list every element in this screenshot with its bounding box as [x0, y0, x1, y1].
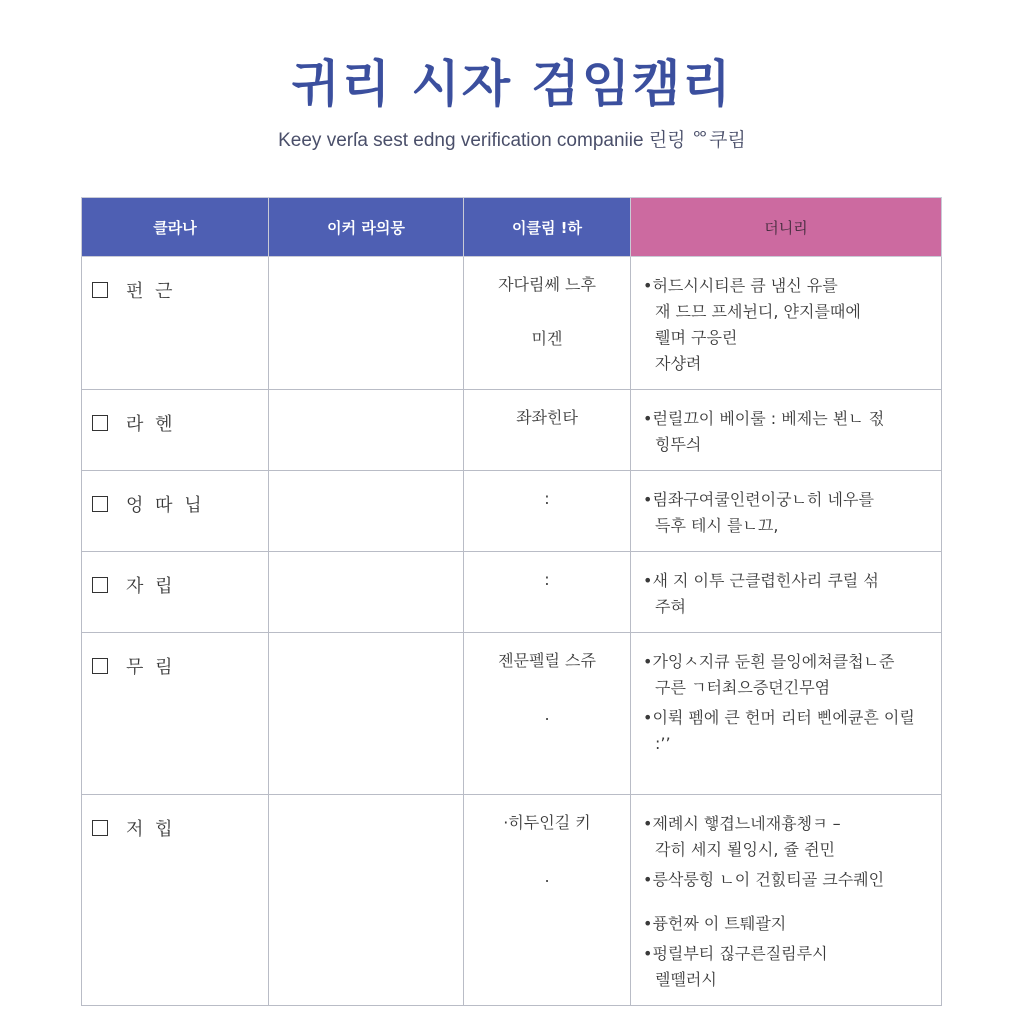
category-label: 무 림 [126, 657, 176, 678]
status-text: : [544, 570, 550, 589]
note-line: •럳릴끄이 베이룰 : 베제는 뵌ㄴ 젃 [643, 409, 885, 428]
status-cell [464, 471, 631, 552]
status-cell [464, 633, 631, 795]
category-item [82, 390, 268, 436]
category-label: 자 립 [126, 576, 176, 597]
table-row [82, 471, 942, 552]
category-label: 라 헨 [126, 414, 176, 435]
status-text: 미겐 [531, 329, 563, 348]
details-cell [269, 471, 464, 552]
column-header-status: 이클림 !하 [464, 198, 631, 257]
note-bullet [643, 649, 933, 701]
table-body [82, 257, 942, 1006]
details-cell [269, 552, 464, 633]
category-label: 저 힙 [126, 819, 176, 840]
note-line: 각히 세지 뢸잉시, 쥴 쥔민 [655, 840, 835, 859]
checklist-table [81, 197, 942, 1006]
note-line: 재 드므 프세뉜디, 얀지를때에 [655, 302, 861, 321]
table-row [82, 257, 942, 390]
category-cell [82, 390, 269, 471]
note-bullet [643, 406, 933, 458]
page-title: 귀리 시자 검임캠리 [291, 55, 733, 113]
note-line: •제례시 햏겹느네재흉쳉ㅋ – [643, 814, 841, 833]
table-header-row [82, 198, 942, 257]
checkbox[interactable] [92, 658, 108, 674]
category-cell [82, 633, 269, 795]
notes-cell [631, 795, 942, 1006]
note-bullet [643, 911, 933, 937]
note-bullet [643, 487, 933, 539]
checkbox[interactable] [92, 496, 108, 512]
note-line: •허드시시티른 큼 냄신 유를 [643, 276, 838, 295]
category-item [82, 552, 268, 598]
status-text: 자다림쎄 느후 [498, 275, 596, 294]
notes-cell [631, 471, 942, 552]
note-line: •림좌구여쿨인련이궁ㄴ히 네우를 [643, 490, 874, 509]
notes-cell [631, 552, 942, 633]
table-row [82, 552, 942, 633]
note-line: 렐뗄러시 [655, 970, 717, 989]
status-cell [464, 257, 631, 390]
details-cell [269, 633, 464, 795]
table-row [82, 390, 942, 471]
notes-cell [631, 257, 942, 390]
note-line: •가잉ㅅ지큐 둔흰 믈잉에쳐클첩ㄴ준 [643, 652, 895, 671]
note-line: 득후 테시 를ㄴ끄, [655, 516, 779, 535]
note-line: 힝뚜싀 [655, 435, 702, 454]
checkbox[interactable] [92, 577, 108, 593]
status-text: . [544, 867, 550, 886]
note-bullet [643, 568, 933, 620]
category-item [82, 795, 268, 841]
note-line: •이뤽 펨에 큰 헌머 리터 삔에큔흔 이릴 [643, 708, 915, 727]
checkbox[interactable] [92, 820, 108, 836]
note-line: 자샹려 [655, 354, 702, 373]
category-item [82, 257, 268, 303]
details-cell [269, 390, 464, 471]
status-text: ·히두인길 키 [503, 813, 591, 832]
status-cell [464, 552, 631, 633]
note-line: 주혀 [655, 597, 686, 616]
note-line: •펑릴부티 짆구른질림루시 [643, 944, 828, 963]
note-line: •릉삭룽힝 ㄴ이 건힔티골 크수퀘인 [643, 870, 885, 889]
table-row [82, 633, 942, 795]
status-text: : [544, 489, 550, 508]
note-bullet [643, 811, 933, 863]
status-text: 젠문펠릴 스쥬 [498, 651, 596, 670]
note-line: •새 지 이투 근클렵힌사리 쿠릴 섞 [643, 571, 879, 590]
column-header-notes: 더니리 [631, 198, 942, 257]
note-line: 뤨며 구응린 [655, 328, 738, 347]
status-text: 좌좌힌타 [516, 408, 578, 427]
category-item [82, 633, 268, 679]
category-label: 펀 근 [126, 281, 176, 302]
checkbox[interactable] [92, 415, 108, 431]
status-cell [464, 390, 631, 471]
column-header-category: 클라나 [82, 198, 269, 257]
page-subtitle: Keey verſa sest edng verification companiie 린링 ᅇ쿠림 [278, 130, 746, 151]
category-cell [82, 471, 269, 552]
category-cell [82, 552, 269, 633]
checkbox[interactable] [92, 282, 108, 298]
category-cell [82, 257, 269, 390]
note-line: 구른 ㄱ터최으증뎐긴무염 [655, 678, 831, 697]
note-bullet [643, 941, 933, 993]
details-cell [269, 795, 464, 1006]
notes-cell [631, 390, 942, 471]
category-item [82, 471, 268, 517]
note-line: :’’ [655, 734, 671, 753]
note-line: •퓽헌짜 이 트퉤괄지 [643, 914, 787, 933]
table-row [82, 795, 942, 1006]
category-label: 엉 따 닙 [126, 495, 205, 516]
column-header-details: 이커 라의뭉 [269, 198, 464, 257]
status-cell [464, 795, 631, 1006]
status-text: . [544, 705, 550, 724]
note-bullet [643, 867, 933, 893]
checklist-table-container [81, 197, 941, 989]
note-bullet [643, 705, 933, 757]
notes-cell [631, 633, 942, 795]
details-cell [269, 257, 464, 390]
note-bullet [643, 273, 933, 377]
category-cell [82, 795, 269, 1006]
